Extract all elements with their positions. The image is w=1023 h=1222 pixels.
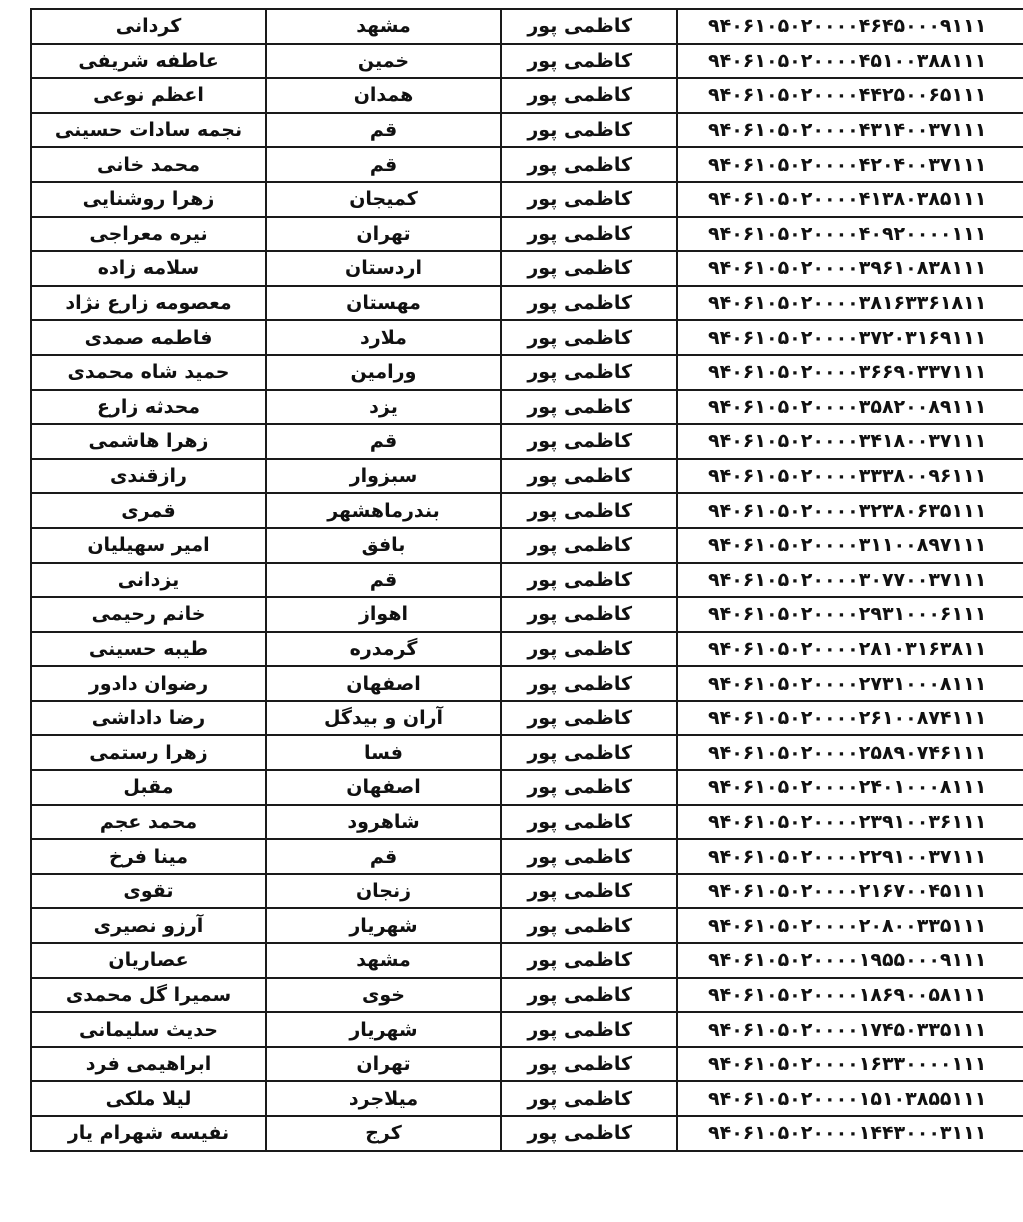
table-row — [31, 9, 1023, 44]
instructor-cell: کاظمی پور — [501, 113, 677, 148]
city-cell: قم — [266, 147, 501, 182]
instructor-cell: کاظمی پور — [501, 1047, 677, 1082]
tracking-code-cell: ۹۴۰۶۱۰۵۰۲۰۰۰۰۴۶۴۵۰۰۰۹۱۱۱ — [677, 9, 1023, 44]
tracking-code-cell: ۹۴۰۶۱۰۵۰۲۰۰۰۰۴۱۳۸۰۳۸۵۱۱۱ — [677, 182, 1023, 217]
instructor-cell: کاظمی پور — [501, 78, 677, 113]
city-cell: مهستان — [266, 286, 501, 321]
person-name-cell: محدثه زارع — [31, 390, 266, 425]
city-cell: اردستان — [266, 251, 501, 286]
table-row — [31, 251, 1023, 286]
person-name-cell: زهرا هاشمی — [31, 424, 266, 459]
city-cell: اصفهان — [266, 770, 501, 805]
table-row — [31, 770, 1023, 805]
table-row — [31, 390, 1023, 425]
city-cell: تهران — [266, 217, 501, 252]
person-name-cell: رضا داداشی — [31, 701, 266, 736]
table-row — [31, 320, 1023, 355]
city-cell: خمین — [266, 44, 501, 79]
tracking-code-cell: ۹۴۰۶۱۰۵۰۲۰۰۰۰۲۰۸۰۰۳۳۵۱۱۱ — [677, 908, 1023, 943]
tracking-code-cell: ۹۴۰۶۱۰۵۰۲۰۰۰۰۳۹۶۱۰۸۳۸۱۱۱ — [677, 251, 1023, 286]
city-cell: کمیجان — [266, 182, 501, 217]
tracking-code-cell: ۹۴۰۶۱۰۵۰۲۰۰۰۰۳۸۱۶۳۳۶۱۸۱۱ — [677, 286, 1023, 321]
person-name-cell: سلامه زاده — [31, 251, 266, 286]
city-cell: بندرماهشهر — [266, 493, 501, 528]
table-row — [31, 78, 1023, 113]
table-row — [31, 908, 1023, 943]
document-sheet — [30, 8, 994, 1152]
table-row — [31, 666, 1023, 701]
table-row — [31, 632, 1023, 667]
person-name-cell: آرزو نصیری — [31, 908, 266, 943]
instructor-cell: کاظمی پور — [501, 1116, 677, 1151]
tracking-code-cell: ۹۴۰۶۱۰۵۰۲۰۰۰۰۱۹۵۵۰۰۰۹۱۱۱ — [677, 943, 1023, 978]
tracking-code-cell: ۹۴۰۶۱۰۵۰۲۰۰۰۰۱۸۶۹۰۰۵۸۱۱۱ — [677, 978, 1023, 1013]
tracking-code-cell: ۹۴۰۶۱۰۵۰۲۰۰۰۰۳۴۱۸۰۰۳۷۱۱۱ — [677, 424, 1023, 459]
table-row — [31, 182, 1023, 217]
table-row — [31, 943, 1023, 978]
tracking-code-cell: ۹۴۰۶۱۰۵۰۲۰۰۰۰۲۲۹۱۰۰۳۷۱۱۱ — [677, 839, 1023, 874]
person-name-cell: مینا فرخ — [31, 839, 266, 874]
city-cell: زنجان — [266, 874, 501, 909]
tracking-code-cell: ۹۴۰۶۱۰۵۰۲۰۰۰۰۱۴۴۳۰۰۰۳۱۱۱ — [677, 1116, 1023, 1151]
city-cell: قم — [266, 839, 501, 874]
table-row — [31, 147, 1023, 182]
person-name-cell: فاطمه صمدی — [31, 320, 266, 355]
table-row — [31, 1047, 1023, 1082]
instructor-cell: کاظمی پور — [501, 908, 677, 943]
tracking-code-cell: ۹۴۰۶۱۰۵۰۲۰۰۰۰۲۸۱۰۳۱۶۳۸۱۱ — [677, 632, 1023, 667]
tracking-code-cell: ۹۴۰۶۱۰۵۰۲۰۰۰۰۳۷۲۰۳۱۶۹۱۱۱ — [677, 320, 1023, 355]
city-cell: شاهرود — [266, 805, 501, 840]
instructor-cell: کاظمی پور — [501, 286, 677, 321]
instructor-cell: کاظمی پور — [501, 701, 677, 736]
person-name-cell: نیره معراجی — [31, 217, 266, 252]
table-row — [31, 424, 1023, 459]
tracking-code-cell: ۹۴۰۶۱۰۵۰۲۰۰۰۰۴۲۰۴۰۰۳۷۱۱۱ — [677, 147, 1023, 182]
person-name-cell: زهرا رستمی — [31, 735, 266, 770]
instructor-cell: کاظمی پور — [501, 320, 677, 355]
table-row — [31, 1081, 1023, 1116]
tracking-code-cell: ۹۴۰۶۱۰۵۰۲۰۰۰۰۲۴۰۱۰۰۰۸۱۱۱ — [677, 770, 1023, 805]
tracking-code-cell: ۹۴۰۶۱۰۵۰۲۰۰۰۰۳۵۸۲۰۰۸۹۱۱۱ — [677, 390, 1023, 425]
tracking-code-cell: ۹۴۰۶۱۰۵۰۲۰۰۰۰۲۶۱۰۰۸۷۴۱۱۱ — [677, 701, 1023, 736]
instructor-cell: کاظمی پور — [501, 943, 677, 978]
tracking-code-cell: ۹۴۰۶۱۰۵۰۲۰۰۰۰۱۶۳۳۰۰۰۰۱۱۱ — [677, 1047, 1023, 1082]
table-row — [31, 44, 1023, 79]
tracking-code-cell: ۹۴۰۶۱۰۵۰۲۰۰۰۰۲۵۸۹۰۷۴۶۱۱۱ — [677, 735, 1023, 770]
city-cell: سبزوار — [266, 459, 501, 494]
instructor-cell: کاظمی پور — [501, 1081, 677, 1116]
instructor-cell: کاظمی پور — [501, 805, 677, 840]
tracking-code-cell: ۹۴۰۶۱۰۵۰۲۰۰۰۰۲۹۳۱۰۰۰۶۱۱۱ — [677, 597, 1023, 632]
tracking-code-cell: ۹۴۰۶۱۰۵۰۲۰۰۰۰۱۵۱۰۳۸۵۵۱۱۱ — [677, 1081, 1023, 1116]
table-row — [31, 459, 1023, 494]
table-row — [31, 493, 1023, 528]
table-row — [31, 1012, 1023, 1047]
instructor-cell: کاظمی پور — [501, 597, 677, 632]
instructor-cell: کاظمی پور — [501, 770, 677, 805]
city-cell: اصفهان — [266, 666, 501, 701]
person-name-cell: امیر سهیلیان — [31, 528, 266, 563]
city-cell: مشهد — [266, 943, 501, 978]
city-cell: آران و بیدگل — [266, 701, 501, 736]
table-row — [31, 286, 1023, 321]
instructor-cell: کاظمی پور — [501, 666, 677, 701]
city-cell: ورامین — [266, 355, 501, 390]
instructor-cell: کاظمی پور — [501, 1012, 677, 1047]
instructor-cell: کاظمی پور — [501, 528, 677, 563]
city-cell: گرمدره — [266, 632, 501, 667]
city-cell: کرج — [266, 1116, 501, 1151]
person-name-cell: کردانی — [31, 9, 266, 44]
person-name-cell: تقوی — [31, 874, 266, 909]
table-row — [31, 735, 1023, 770]
instructor-cell: کاظمی پور — [501, 182, 677, 217]
person-name-cell: محمد عجم — [31, 805, 266, 840]
table-row — [31, 217, 1023, 252]
person-name-cell: محمد خانی — [31, 147, 266, 182]
tracking-code-cell: ۹۴۰۶۱۰۵۰۲۰۰۰۰۳۱۱۰۰۸۹۷۱۱۱ — [677, 528, 1023, 563]
person-name-cell: نفیسه شهرام یار — [31, 1116, 266, 1151]
instructor-cell: کاظمی پور — [501, 217, 677, 252]
table-row — [31, 563, 1023, 598]
city-cell: قم — [266, 424, 501, 459]
instructor-cell: کاظمی پور — [501, 874, 677, 909]
table-row — [31, 355, 1023, 390]
city-cell: تهران — [266, 1047, 501, 1082]
person-name-cell: معصومه زارع نژاد — [31, 286, 266, 321]
instructor-cell: کاظمی پور — [501, 424, 677, 459]
person-name-cell: عاطفه شریفی — [31, 44, 266, 79]
person-name-cell: حدیث سلیمانی — [31, 1012, 266, 1047]
person-name-cell: ابراهیمی فرد — [31, 1047, 266, 1082]
person-name-cell: زهرا روشنایی — [31, 182, 266, 217]
person-name-cell: خانم رحیمی — [31, 597, 266, 632]
tracking-code-cell: ۹۴۰۶۱۰۵۰۲۰۰۰۰۱۷۴۵۰۳۳۵۱۱۱ — [677, 1012, 1023, 1047]
instructor-cell: کاظمی پور — [501, 147, 677, 182]
person-name-cell: طیبه حسینی — [31, 632, 266, 667]
table-row — [31, 113, 1023, 148]
tracking-code-cell: ۹۴۰۶۱۰۵۰۲۰۰۰۰۲۳۹۱۰۰۳۶۱۱۱ — [677, 805, 1023, 840]
instructor-cell: کاظمی پور — [501, 632, 677, 667]
instructor-cell: کاظمی پور — [501, 563, 677, 598]
person-name-cell: قمری — [31, 493, 266, 528]
tracking-code-cell: ۹۴۰۶۱۰۵۰۲۰۰۰۰۳۰۷۷۰۰۳۷۱۱۱ — [677, 563, 1023, 598]
instructor-cell: کاظمی پور — [501, 735, 677, 770]
tracking-code-cell: ۹۴۰۶۱۰۵۰۲۰۰۰۰۴۴۲۵۰۰۶۵۱۱۱ — [677, 78, 1023, 113]
city-cell: مشهد — [266, 9, 501, 44]
table-row — [31, 874, 1023, 909]
city-cell: قم — [266, 113, 501, 148]
instructor-cell: کاظمی پور — [501, 44, 677, 79]
city-cell: یزد — [266, 390, 501, 425]
city-cell: میلاجرد — [266, 1081, 501, 1116]
table-row — [31, 839, 1023, 874]
instructor-cell: کاظمی پور — [501, 459, 677, 494]
tracking-code-cell: ۹۴۰۶۱۰۵۰۲۰۰۰۰۳۶۶۹۰۳۳۷۱۱۱ — [677, 355, 1023, 390]
instructor-cell: کاظمی پور — [501, 251, 677, 286]
person-name-cell: اعظم نوعی — [31, 78, 266, 113]
person-name-cell: رازقندی — [31, 459, 266, 494]
person-name-cell: مقبل — [31, 770, 266, 805]
instructor-cell: کاظمی پور — [501, 390, 677, 425]
person-name-cell: عصاریان — [31, 943, 266, 978]
person-name-cell: لیلا ملکی — [31, 1081, 266, 1116]
table-row — [31, 597, 1023, 632]
tracking-code-cell: ۹۴۰۶۱۰۵۰۲۰۰۰۰۴۳۱۴۰۰۳۷۱۱۱ — [677, 113, 1023, 148]
city-cell: فسا — [266, 735, 501, 770]
instructor-cell: کاظمی پور — [501, 839, 677, 874]
records-table — [30, 8, 1023, 1152]
instructor-cell: کاظمی پور — [501, 9, 677, 44]
person-name-cell: رضوان دادور — [31, 666, 266, 701]
tracking-code-cell: ۹۴۰۶۱۰۵۰۲۰۰۰۰۲۱۶۷۰۰۴۵۱۱۱ — [677, 874, 1023, 909]
table-row — [31, 805, 1023, 840]
city-cell: شهریار — [266, 1012, 501, 1047]
person-name-cell: حمید شاه محمدی — [31, 355, 266, 390]
records-table-body — [31, 9, 1023, 1151]
table-row — [31, 701, 1023, 736]
city-cell: قم — [266, 563, 501, 598]
person-name-cell: نجمه سادات حسینی — [31, 113, 266, 148]
tracking-code-cell: ۹۴۰۶۱۰۵۰۲۰۰۰۰۴۰۹۲۰۰۰۰۱۱۱ — [677, 217, 1023, 252]
tracking-code-cell: ۹۴۰۶۱۰۵۰۲۰۰۰۰۳۲۳۸۰۶۳۵۱۱۱ — [677, 493, 1023, 528]
tracking-code-cell: ۹۴۰۶۱۰۵۰۲۰۰۰۰۴۵۱۰۰۳۸۸۱۱۱ — [677, 44, 1023, 79]
tracking-code-cell: ۹۴۰۶۱۰۵۰۲۰۰۰۰۳۳۳۸۰۰۹۶۱۱۱ — [677, 459, 1023, 494]
city-cell: شهریار — [266, 908, 501, 943]
instructor-cell: کاظمی پور — [501, 978, 677, 1013]
instructor-cell: کاظمی پور — [501, 493, 677, 528]
city-cell: اهواز — [266, 597, 501, 632]
city-cell: همدان — [266, 78, 501, 113]
person-name-cell: سمیرا گل محمدی — [31, 978, 266, 1013]
city-cell: خوی — [266, 978, 501, 1013]
table-row — [31, 978, 1023, 1013]
city-cell: ملارد — [266, 320, 501, 355]
person-name-cell: یزدانی — [31, 563, 266, 598]
table-row — [31, 528, 1023, 563]
table-row — [31, 1116, 1023, 1151]
city-cell: بافق — [266, 528, 501, 563]
instructor-cell: کاظمی پور — [501, 355, 677, 390]
tracking-code-cell: ۹۴۰۶۱۰۵۰۲۰۰۰۰۲۷۳۱۰۰۰۸۱۱۱ — [677, 666, 1023, 701]
